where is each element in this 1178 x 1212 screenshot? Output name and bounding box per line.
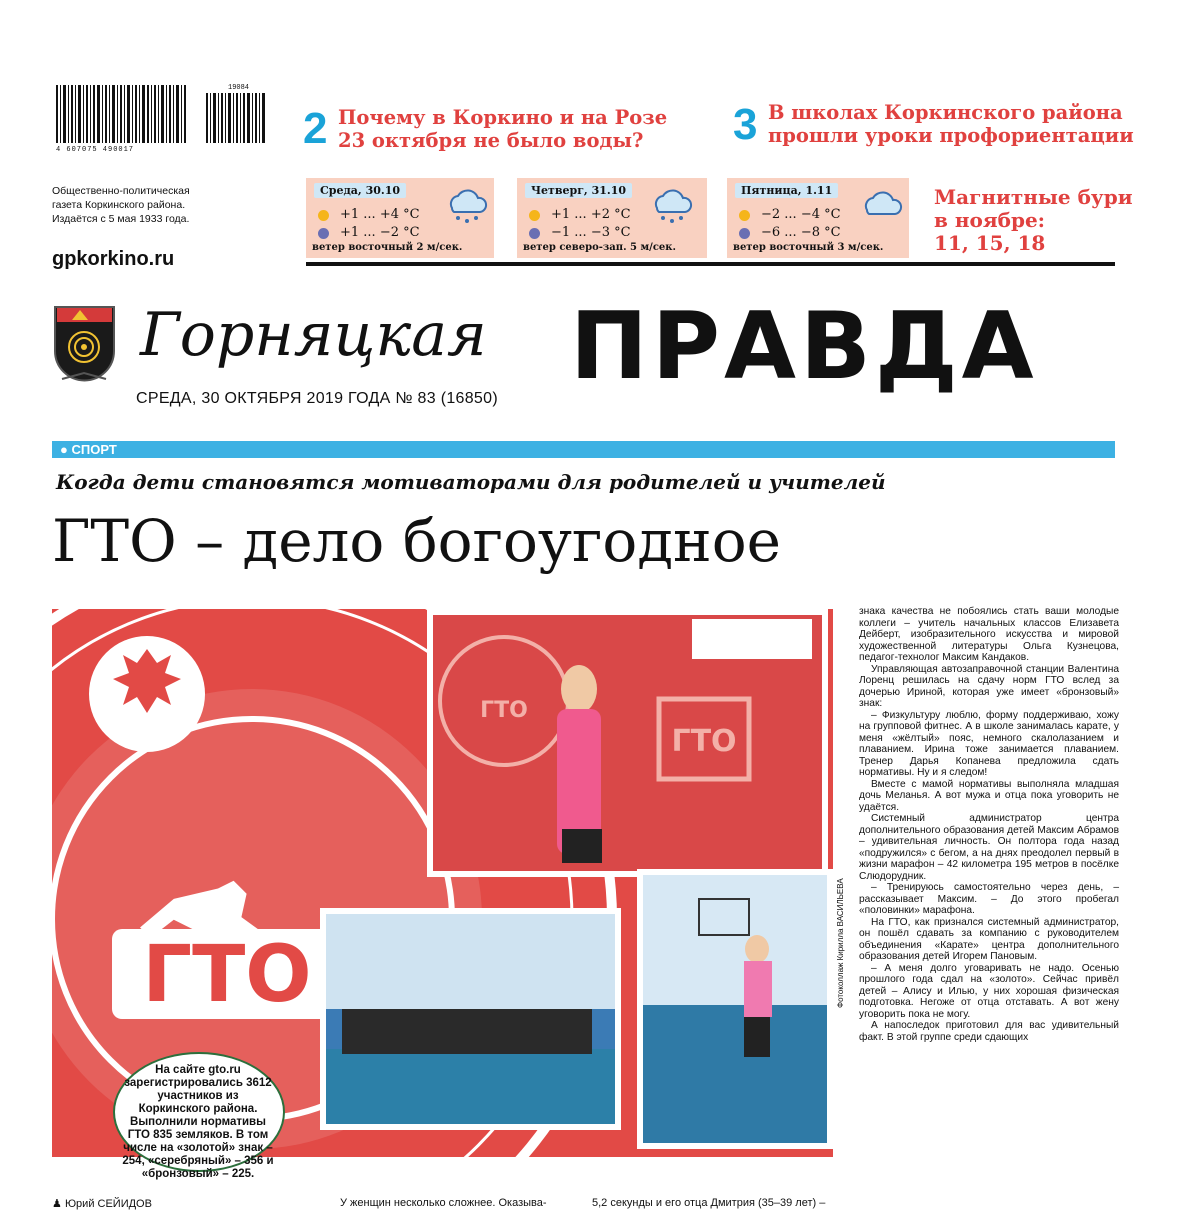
sun-icon	[318, 210, 329, 221]
day-temperature: +1 ... +4 °C	[340, 207, 420, 222]
barcode-number: 4 607075 490017	[56, 146, 135, 154]
teaser-line: 23 октября не было воды?	[338, 129, 644, 152]
gto-big-label: ГТО	[142, 930, 312, 1020]
article-author	[52, 1197, 152, 1210]
teaser-line: прошли уроки профориентации	[768, 124, 1134, 147]
cloud-icon	[859, 188, 905, 220]
barcode	[56, 85, 271, 147]
barcode-top-number: 19084	[228, 84, 250, 92]
storms-line: в ноябре:	[934, 208, 1046, 232]
weather-day-label: Среда, 30.10	[314, 183, 406, 198]
weather-day-card	[306, 178, 494, 258]
weather-day-card	[517, 178, 707, 258]
rubric-text: СПОРТ	[71, 442, 117, 457]
person-icon: ♟	[52, 1198, 62, 1210]
sun-icon	[739, 210, 750, 221]
weather-day-label: Четверг, 31.10	[525, 183, 632, 198]
coat-of-arms-icon	[52, 303, 117, 383]
wind-info: ветер восточный 2 м/сек.	[312, 242, 463, 253]
article-paragraph: – Тренируюсь самостоятельно через день, – рассказывает Максим. – До этого пробегал «половинки» марафона.	[859, 882, 1119, 916]
sun-icon	[529, 210, 540, 221]
weather-divider	[306, 262, 1115, 266]
weather-day-label: Пятница, 1.11	[735, 183, 838, 198]
article-paragraph: А напоследок приготовил для вас удивительный факт. В этой группе среди сдающих	[859, 1020, 1119, 1043]
masthead-title-italic: Горняцкая	[140, 300, 487, 370]
info-callout-text: На сайте gto.ru зарегистрировались 3612 участников из Коркинского района. Выполнили нормативы ГТО 835 земляков. В том числе на «золотой» знак – 254, «серебряный» – 356 и «бронзовый» – 225.	[122, 1064, 274, 1180]
issue-date: СРЕДА, 30 ОКТЯБРЯ 2019 ГОДА № 83 (16850)	[136, 390, 498, 407]
article-column	[859, 606, 1119, 1043]
photo-girl-jumping	[637, 869, 833, 1149]
rubric-bar	[52, 441, 1115, 458]
website-link[interactable]: gpkorkino.ru	[52, 248, 175, 270]
photo-woman-with-banner	[427, 609, 828, 877]
wind-info: ветер восточный 3 м/сек.	[733, 242, 884, 253]
article-paragraph: – Физкультуру люблю, форму поддерживаю, хожу на групповой фитнес. А в школе занималась карате, у меня «жёлтый» пояс, немного скалолазанием и плаванием. Ирина тоже занимается плаванием. Тренер Дарья Копанева предложила сдать нормативы. Ну и я следом!	[859, 709, 1119, 778]
storms-line: 11, 15, 18	[934, 231, 1046, 255]
magnetic-storms-note	[934, 186, 1133, 255]
author-name: Юрий СЕЙИДОВ	[64, 1198, 152, 1210]
masthead-title-bold: ПРАВДА	[570, 292, 1038, 400]
paper-description: Общественно-политическая газета Коркинского района. Издаётся с 5 мая 1933 года.	[52, 185, 190, 225]
photo-credit: Фотоколлаж Кирилла ВАСИЛЬЕВА	[836, 878, 845, 1008]
teaser-headline[interactable]	[768, 101, 1134, 147]
snow-cloud-icon	[444, 186, 490, 226]
moon-icon	[739, 228, 750, 239]
article-paragraph: Системный администратор центра дополнительного образования детей Максим Абрамов – удивительная личность. Он полтора года назад «подружился» с бегом, а на днях преодолел первый в жизни марафон – 42 километра 195 метров в посёлке Слюдорудник.	[859, 813, 1119, 882]
rubric-bullet-icon: ●	[60, 442, 68, 457]
moon-icon	[318, 228, 329, 239]
wind-info: ветер северо-зап. 5 м/сек.	[523, 242, 676, 253]
article-paragraph: знака качества не побоялись стать ваши молодые коллеги – учитель начальных классов Елизавета Дейберт, изобразительного искусства и мировой художественной литературы Ольга Кузнецова, педагог-технолог Максим Кандаков.	[859, 606, 1119, 663]
teaser-page-number: 2	[303, 104, 328, 153]
storms-line: Магнитные бури	[934, 185, 1133, 209]
article-paragraph: Управляющая автозаправочной станции Валентина Лоренц решилась на сдачу норм ГТО вслед за дочерью Ириной, которая уже имеет «бронзовый» знак:	[859, 663, 1119, 709]
article-paragraph: На ГТО, как признался системный администратор, он пошёл сдавать за компанию с руководителем объединения «Карате» центра дополнительного образования детей Игорем Пановым.	[859, 916, 1119, 962]
day-temperature: −2 ... −4 °C	[761, 207, 841, 222]
night-temperature: +1 ... −2 °C	[340, 225, 420, 240]
article-column-start: 5,2 секунды и его отца Дмитрия (35–39 лет) –	[592, 1197, 826, 1209]
weather-day-card	[727, 178, 909, 258]
gto-banner-label: ГТО	[671, 724, 737, 759]
rubric-label	[60, 441, 117, 458]
snow-cloud-icon	[649, 186, 695, 226]
photo-group-in-hall	[320, 908, 621, 1130]
article-paragraph: – А меня долго уговаривать не надо. Осенью прошлого года сдал на «золото». Сейчас привёл детей – Алису и Илью, у них хорошая физическая подготовка. Негоже от отца отставать. А вот жену уговорить пока не могу.	[859, 962, 1119, 1020]
article-column-start: У женщин несколько сложнее. Оказыва-	[340, 1197, 547, 1209]
teaser-line: В школах Коркинского района	[768, 101, 1123, 124]
teaser-page-number: 3	[733, 100, 758, 149]
moon-icon	[529, 228, 540, 239]
night-temperature: −1 ... −3 °C	[551, 225, 631, 240]
article-subhead: Когда дети становятся мотиваторами для родителей и учителей	[56, 470, 886, 494]
teaser-headline[interactable]	[338, 106, 667, 152]
article-headline[interactable]: ГТО – дело богоугодное	[52, 507, 781, 575]
svg-text:ГТО: ГТО	[480, 698, 528, 723]
article-paragraph: Вместе с мамой нормативы выполняла младшая дочь Меланья. А вот мужа и отца пока уговорить не удаётся.	[859, 778, 1119, 813]
teaser-line: Почему в Коркино и на Розе	[338, 106, 668, 129]
day-temperature: +1 ... +2 °C	[551, 207, 631, 222]
night-temperature: −6 ... −8 °C	[761, 225, 841, 240]
